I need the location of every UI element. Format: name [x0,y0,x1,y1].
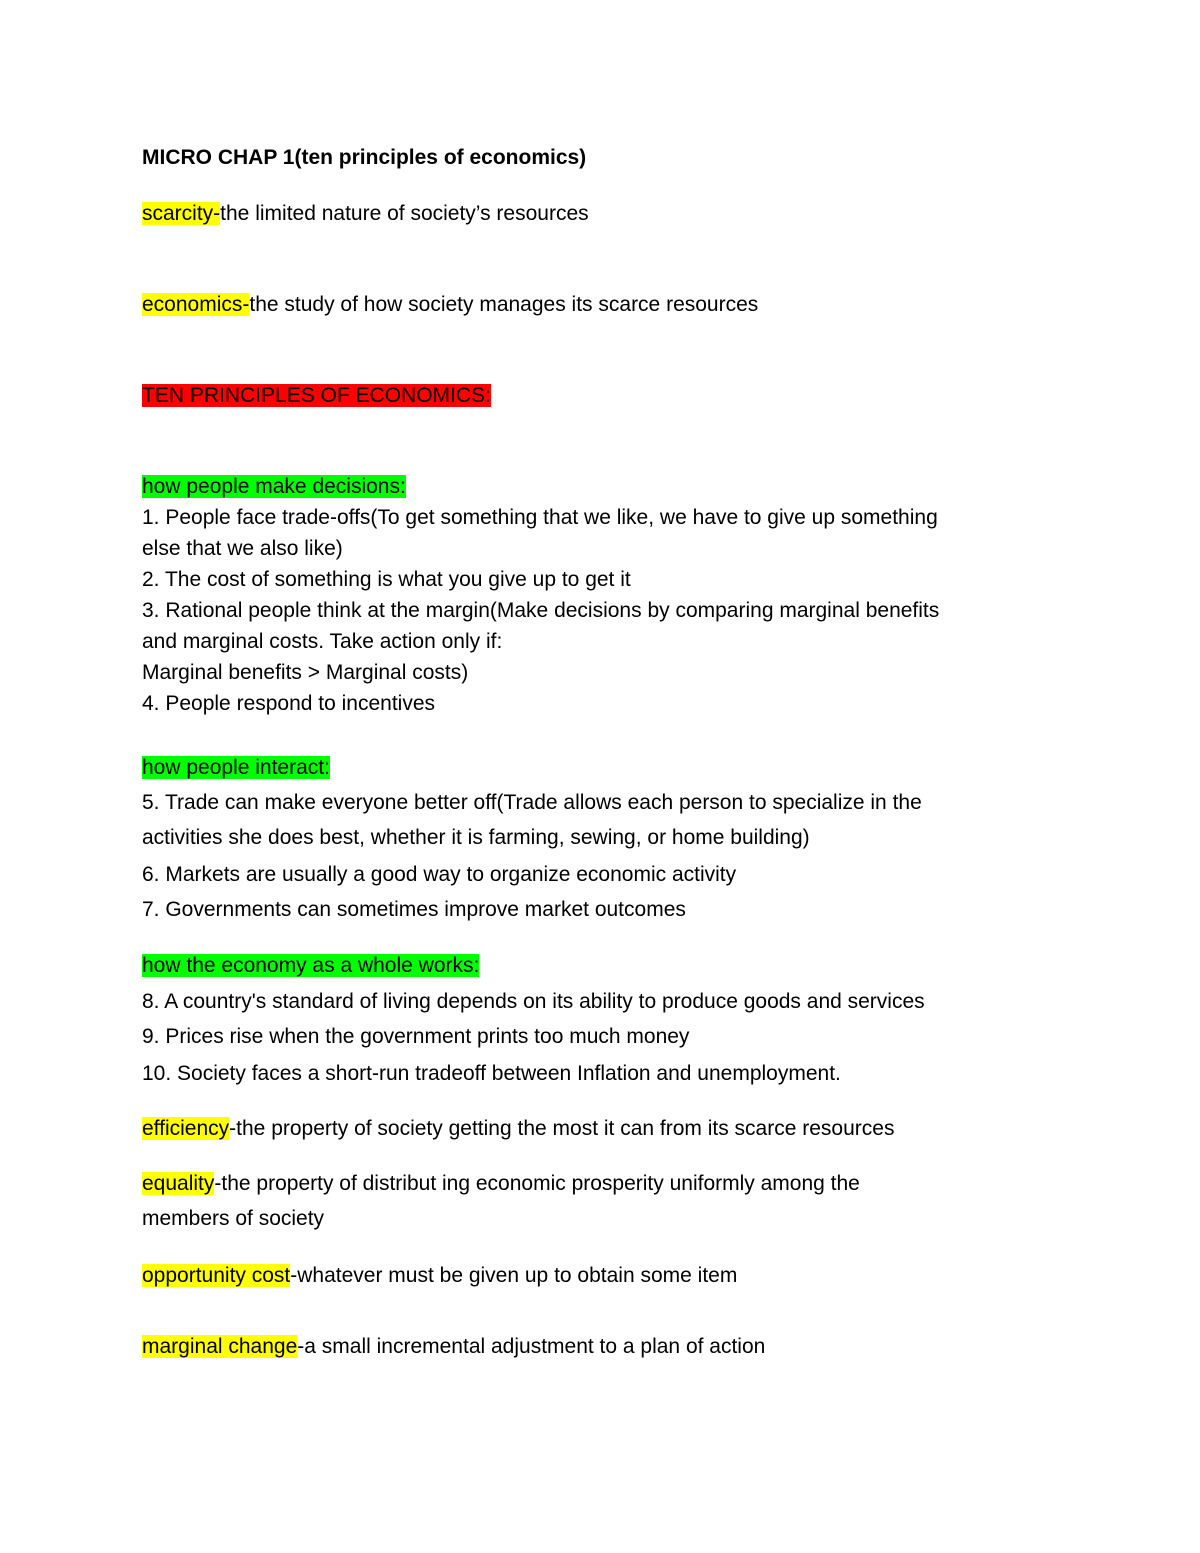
term-marginal-change: marginal change [142,1335,298,1358]
principle-line: 6. Markets are usually a good way to organize economic activity [142,863,737,886]
term-scarcity: scarcity- [142,202,221,225]
principle-line: Marginal benefits > Marginal costs) [142,661,469,684]
principle-line: 9. Prices rise when the government prints too much money [142,1025,690,1048]
principle-line: 10. Society faces a short-run tradeoff between Inflation and unemployment. [142,1062,841,1085]
section-heading-decisions: how people make decisions: [142,475,406,498]
section-heading-interact: how people interact: [142,756,330,779]
def-marginal-change: -a small incremental adjustment to a plan of action [297,1335,766,1358]
term-opportunity-cost: opportunity cost [142,1264,291,1287]
def-opportunity-cost: -whatever must be given up to obtain some item [290,1264,738,1287]
definition-scarcity [142,201,589,227]
def-scarcity: the limited nature of society’s resources [220,202,589,225]
principle-line: activities she does best, whether it is farming, sewing, or home building) [142,826,810,849]
principle-line: 8. A country's standard of living depends on its ability to produce goods and services [142,990,925,1013]
definition-equality-cont: members of society [142,1207,325,1230]
term-efficiency: efficiency [142,1117,230,1140]
document-title: MICRO CHAP 1(ten principles of economics) [142,146,587,169]
definition-efficiency [142,1116,894,1142]
principle-line: 7. Governments can sometimes improve market outcomes [142,898,686,921]
term-economics: economics- [142,293,250,316]
principle-line: and marginal costs. Take action only if: [142,630,503,653]
term-equality: equality [142,1172,215,1195]
def-economics: the study of how society manages its scarce resources [249,293,759,316]
definition-opportunity-cost [142,1263,737,1289]
def-efficiency: -the property of society getting the most it can from its scarce resources [229,1117,895,1140]
principle-line: 5. Trade can make everyone better off(Trade allows each person to specialize in the [142,791,922,814]
section-heading-economy: how the economy as a whole works: [142,954,480,977]
principle-line: 1. People face trade-offs(To get something that we like, we have to give up something [142,506,938,529]
principle-line: 4. People respond to incentives [142,692,436,715]
principle-line: 2. The cost of something is what you give up to get it [142,568,631,591]
definition-economics [142,292,758,318]
definition-equality [142,1171,860,1197]
principle-line: 3. Rational people think at the margin(Make decisions by comparing marginal benefits [142,599,940,622]
principle-line: else that we also like) [142,537,343,560]
principles-heading: TEN PRINCIPLES OF ECONOMICS: [142,384,491,407]
def-equality: -the property of distribut ing economic prosperity uniformly among the [214,1172,860,1195]
definition-marginal-change [142,1334,765,1360]
